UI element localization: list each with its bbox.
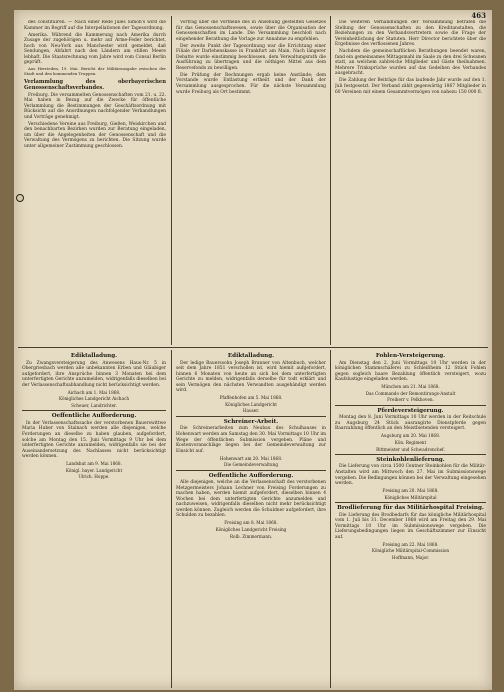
notice-date: Freising am 20. Mai 1868. (382, 488, 439, 494)
page-number: 463 (471, 11, 486, 20)
ads-column-1 (22, 351, 166, 687)
notice-court: Königliches Landgericht (225, 401, 277, 407)
notice-body: Am Dienstag den 2. Juni Vormittags 10 Uhr werden in der königlichen Stammschäferei zu Schleißheim 12 Stück Fohlen gegen sogleich baare Bezahlung öffentlich versteigert, wozu Kaufslustige eingeladen werden. (335, 360, 486, 383)
notice-body: In der Verlassenschaftssache der verstorbenen Bauerswittwe Maria Huber von Stainach werden alle diejenigen, welche Forderungen an dieselbe zu haben glauben, aufgefordert, solche am Montag den 15. Juni Vormittags 9 Uhr bei dem unterfertigten Gerichte anzumelden, widrigenfalls sie bei der Auseinandersetzung des Nachlasses nicht berücksichtigt werden können. (22, 420, 166, 460)
notice-date: Freising am 8. Mai 1868. (224, 520, 278, 526)
section-rule (18, 347, 488, 348)
paragraph: Die Zahlung der Beiträge für das laufende Jahr wurde auf den 1. Juli festgesetzt. Der Verband zählt gegenwärtig 1867 Mitglieder in 60 Vereinen mit einem Gesammtvermögen von nahezu 150 000 fl. (335, 78, 486, 95)
paragraph: Verschiedene Vereine aus Freiburg, Gießen, Weiskirchen und den benachbarten Bezirken wurden zur Beratung eingeladen, um über die Angelegenheiten der Genossenschaft und die Verwaltung des Vermögens zu berichten. Die Sitzung wurde unter allgemeiner Zustimmung geschlossen. (24, 121, 166, 150)
ads-column-2 (176, 351, 326, 687)
notice-title: Ediktalladung. (227, 353, 275, 359)
notice-title: Pferdeversteigerung. (377, 407, 444, 414)
notice-date: Landshut am 9. Mai 1868. (66, 461, 122, 467)
notice-title: Fohlen-Versteigerung. (375, 353, 446, 359)
notice-rule (22, 410, 166, 411)
paragraph: Die weiteren Verhandlungen der Versammlung betrafen die Stellung der Genossenschaften zu den Kreditanstalten, die Beziehungen zu den Verbandsvertretern sowie die Frage der Vereinheitlichung der Statuten. Herr Director berichtete über die Ergebnisse des verflossenen Jahres. (335, 20, 486, 48)
paragraph: Der zweite Punkt der Tagesordnung war die Errichtung einer Filiale der Darlehenskasse in Frankfurt am Main. Nach längerer Debatte wurde einstimmig beschlossen, dem Verwaltungsrath die Ausführung zu übertragen und die nöthigen Mittel aus dem Reservefonds zu bewilligen. (176, 43, 326, 71)
notice-court: Königliches Militärspital (384, 494, 437, 500)
notice-signature: Freiherr v. Pelkhoven. (387, 397, 434, 403)
notice-title: Oeffentliche Aufforderung. (208, 472, 294, 479)
notice-title: Brodlieferung für das Militärhospital Freising. (337, 505, 484, 512)
notice-court: Das Commando der Remontirungs-Anstalt (365, 390, 456, 396)
notice-date: Hohenwart am 20. Mai 1868. (219, 455, 283, 461)
notice-court: Königliches Landgericht Freising (215, 527, 287, 532)
paragraph: Freiburg. Die versammelten Genossenschaften vom 21. u. 22. Mai haben in Bezug auf die Zwecke für öffentliche Verlammlung die Bestimmungen der Geschäftsordnung mit Rücksicht auf die Anordnungen nachfolgender Verhandlungen und Vorträge genehmigt. (24, 92, 166, 120)
column-rule (171, 350, 172, 688)
notice-court: Königl. bayer. Landgericht (65, 467, 123, 473)
notice-body: Die Lieferung des Brodbedarfs für das königliche Militärhospital vom 1. Juli bis 31. December 1868 wird am Freitag den 29. Mai Vormittags 10 Uhr im Submissionswege vergeben. Die Lieferungsbedingungen liegen im Geschäftszimmer zur Einsicht auf. (335, 512, 486, 540)
notice-body: Der ledige Bauerssohn Joseph Brunner von Altenbuch, welcher seit dem Jahre 1851 verschollen ist, wird hiemit aufgefordert, binnen 6 Monaten von heute an sich bei dem unterfertigten Gerichte zu melden, widrigenfalls derselbe für todt erklärt und sein Vermögen den nächsten Verwandten ausgehändigt werden wird. (176, 360, 326, 394)
notice-date: Augsburg am 20. Mai 1868. (380, 433, 441, 439)
notice-rule (335, 454, 486, 455)
article-column-3 (335, 20, 486, 345)
column-rule (171, 16, 172, 345)
notice-body: Die Schreinerarbeiten zum Neubau des Schulhauses in Hohenwart werden am Samstag den 30. Mai Vormittags 10 Uhr im Wege der öffentlichen Submission vergeben. Pläne und Kostenvoranschläge liegen bei der Gemeindeverwaltung zur Einsicht auf. (176, 426, 326, 454)
notice-court: Kön. Regiment (394, 440, 427, 445)
article-column-2 (176, 20, 326, 345)
notice-signature: Ulrich. Hoppe. (78, 474, 110, 480)
notice-title: Oeffentliche Aufforderung. (51, 413, 137, 420)
notice-title: Ediktalladung. (70, 353, 118, 359)
notice-signature: Rolb. Zimmermann. (229, 533, 273, 539)
paragraph: Amerika. Während die Kammerung nach Amerika durch Zusage der zugehörigen u. mehr auf Arme-Feder berichtet, hoch von Neu-York aus Manchester wird gemeldet, daß Sendungen, Abfahrt nach den Ländern am stillen Meere lebhaft. Die Staatsrechnung vom Jahre wird vom Consul Berlin geprüft. (24, 32, 166, 66)
notice-date: Aichach am 1. Mai 1868. (67, 389, 121, 395)
notice-body: Zu Zwangsversteigerung des Anwesens Haus-Nr. 5 in Obergriesbach werden alle unbekannten Erben und Gläubiger aufgefordert, ihre Ansprüche binnen 3 Monaten bei dem unterfertigten Gerichte anzumelden, widrigenfalls dieselben bei der Verlassenschaftsabhandlung nicht berücksichtigt werden. (22, 360, 166, 388)
paragraph: Aus Herrieden, 19. Mai. Bericht der Militärausgabe zwischen der Stadt und den kommenden Truppen. (24, 66, 166, 77)
ads-column-3 (335, 351, 486, 687)
notice-court: Königliche Militärspital-Commission (371, 548, 450, 554)
notice-signature: Rittmeister und Schwadronchef. (376, 446, 445, 452)
notice-body: Montag den 8. Juni Vormittags 10 Uhr werden in der Reitschule zu Augsburg 24 Stück ausrangirte Dienstpferde gegen Baarzahlung öffentlich an den Meistbietenden versteigert. (335, 415, 486, 432)
column-rule (330, 16, 331, 345)
paragraph: Nachdem die gemeinschaftlichen Berathungen beendet waren, fand ein gemeinsames Mittagsmahl im Saale zu den drei Schwanen statt, an welchem zahlreiche Mitglieder und Gäste theilnahmen. Mehrere Trinksprüche wurden auf das Gedeihen des Verbandes ausgebracht. (335, 49, 486, 77)
notice-body: Die Lieferung von circa 1500 Centner Steinkohlen für die Militär-Anstalten wird am Mittwoch den 27. Mai im Submissionswege vergeben. Die Bedingungen können bei der Verwaltung eingesehen werden. (335, 464, 486, 487)
newspaper-page (14, 10, 492, 690)
notice-rule (176, 470, 326, 471)
section-heading: Verlammlung des oberbayerischen Genossenschaftsverbandes. (24, 78, 166, 91)
notice-rule (176, 416, 326, 417)
notice-title: Schreiner-Arbeit. (223, 418, 279, 425)
notice-date: Pfaffenhofen am 5. Mai 1868. (219, 395, 283, 401)
notice-date: München am 21. Mai 1868. (381, 384, 440, 390)
paragraph: Vortrag über die Vortheile des in Ansehung gestellten Gesetzes für das Genossenschaftswesen, sowie über die Organisation der Genossenschaften im Lande. Die Versammlung beschloß nach eingehender Berathung die Vorlage zur Annahme zu empfehlen. (176, 20, 326, 42)
section-marker-icon (16, 194, 24, 202)
notice-signature: Hauser. (242, 408, 260, 414)
notice-court: Die Gemeindeverwaltung (224, 462, 278, 468)
notice-signature: Hoffmann, Major. (391, 554, 430, 560)
notice-title: Steinkohlenlieferung. (376, 456, 445, 463)
notice-rule (335, 405, 486, 406)
notice-court: Königliches Landgericht Aichach (58, 396, 130, 402)
notice-rule (335, 502, 486, 503)
notice-body: Alle diejenigen, welche an die Verlassenschaft des verstorbenen Metzgermeisters Johann Lechner von Freising Forderungen zu machen haben, werden hiemit aufgefordert, dieselben binnen 4 Wochen bei dem unterfertigten Gerichte anzumelden und nachzuweisen, widrigenfalls dieselben nicht mehr berücksichtigt werden können. Zugleich werden die Schuldner aufgefordert, ihre Schulden zu bezahlen. (176, 480, 326, 519)
paragraph: Die Prüfung der Rechnungen ergab keine Anstände; dem Vorstande wurde Entlastung ertheilt und der Dank der Versammlung ausgesprochen. Für die nächste Versammlung wurde Freiburg als Ort bestimmt. (176, 72, 326, 95)
column-rule (330, 350, 331, 688)
paragraph: des constituiren. — Nach einer Rede Jules Simon's wird die Kammer im Begriff auf die Interpellationen der Tagesordnung. (24, 20, 166, 31)
article-column-1 (24, 20, 166, 345)
notice-date: Freising am 22. Mai 1868. (382, 541, 439, 547)
notice-signature: Scheuer, Landrichter. (71, 402, 117, 408)
